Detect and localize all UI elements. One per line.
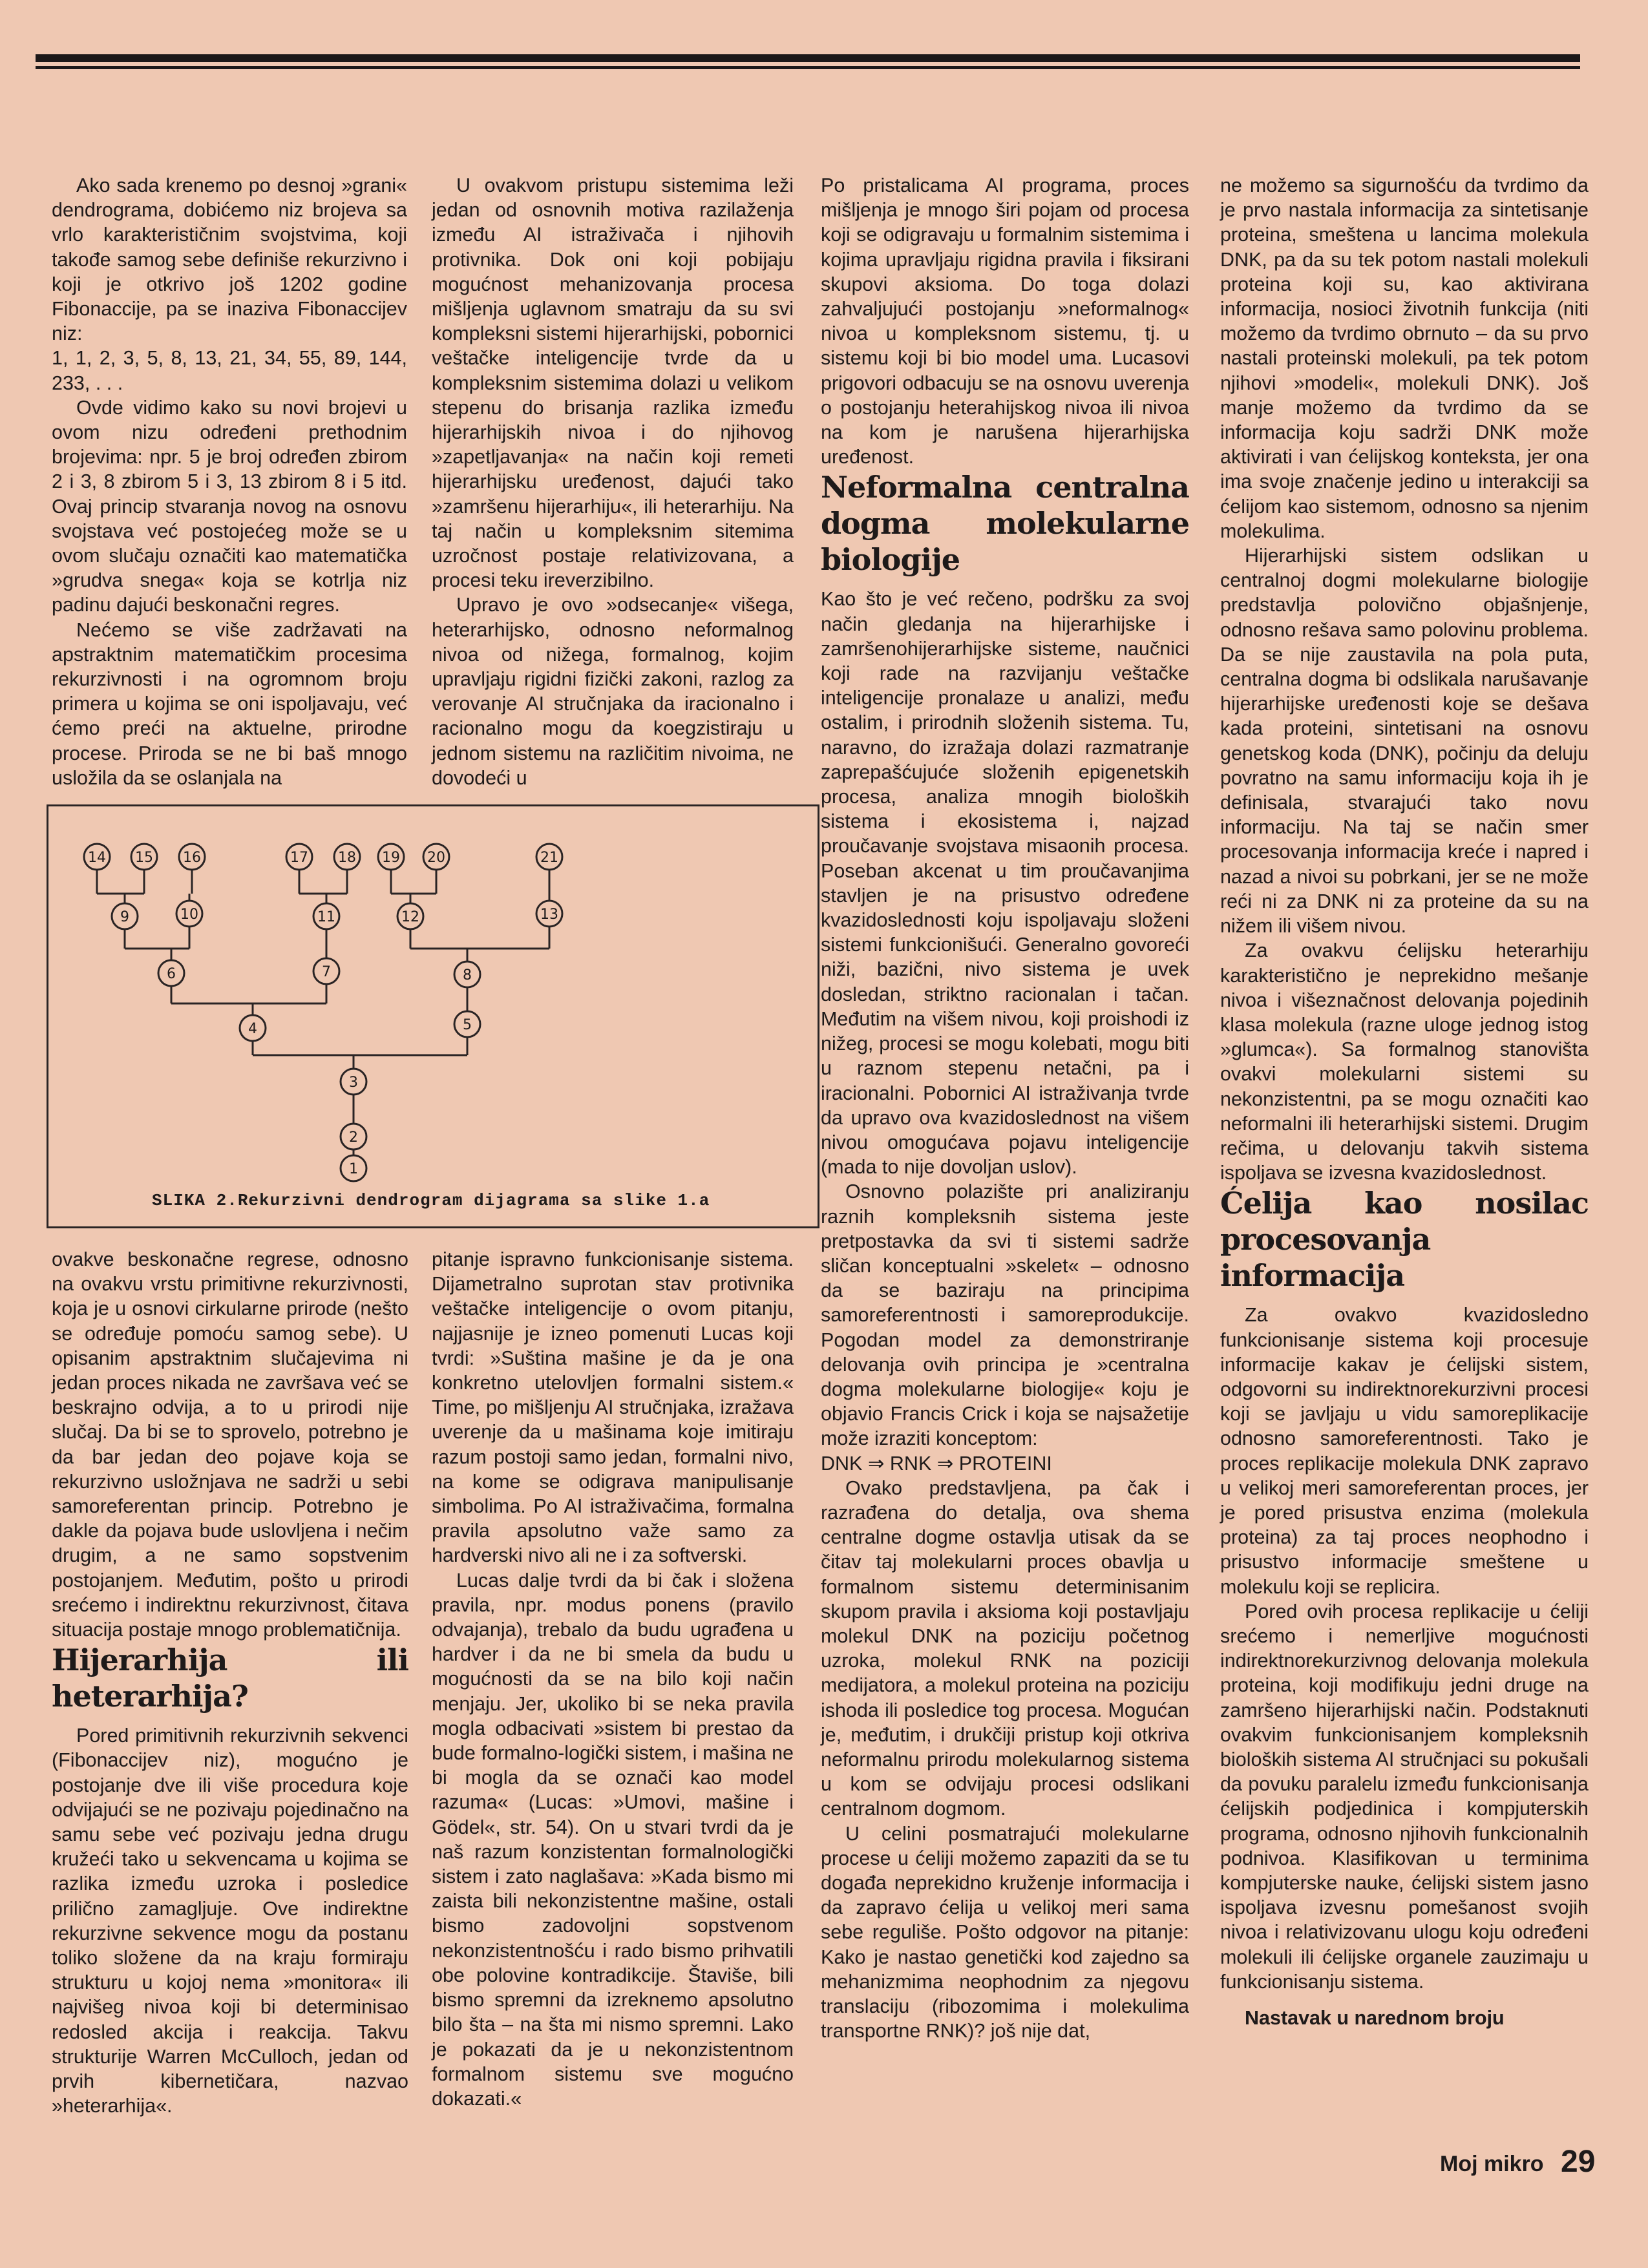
dendrogram-node-label: 21 (540, 850, 558, 866)
paragraph: Osnovno polazište pri analiziranju raznih kompleksnih sistema jeste pretpostavka da svi ti sistemi sadrže sličan konceptualni »skelet« – odnosno da se baziraju na principima samoreferentnosti i samoreprodukcije. Pogodan model za demonstriranje delovanja ovih principa je »centralna dogma molekularne biologije« koju je objavio Francis Crick i koja se najsažetije može izraziti konceptom: (821, 1181, 1189, 1450)
paragraph: U celini posmatrajući molekularne procese u ćeliji možemo zapaziti da se tu događa neprekidno kruženje informacija i da zapravo ćelija u velikoj meri sama sebe reguliše. Pošto odgovor na pitanje: Kako je nastao genetički kod zajedno sa mehanizmima neophodnim za njegovu translaciju (ribozomima i molekulima transportne RNK)? još nije dat, (821, 1822, 1189, 2042)
dendrogram-node-label: 4 (248, 1021, 257, 1037)
dendrogram-figure (47, 804, 819, 1228)
dendrogram-node-label: 6 (167, 966, 176, 982)
paragraph: Ovde vidimo kako su novi brojevi u ovom nizu određeni prethodnim brojevima: npr. 5 je broj određen zbirom 2 i 3, 8 zbirom 5 i 3, 13 zbirom 8 i 5 itd. Ovaj princip stvaranja novog na osnovu svojstava već postojećeg može se u ovom slučaju označiti kao matematička »grudva snega« koja se kotrlja niz padinu dajući beskonačni regres. (52, 396, 407, 616)
header-rule-thin (36, 66, 1580, 69)
dendrogram-node-label: 15 (135, 850, 153, 866)
dendrogram-node-label: 12 (401, 909, 419, 925)
dendrogram-node-label: 9 (120, 909, 129, 925)
dendrogram-node-label: 13 (540, 907, 558, 923)
paragraph: DNK ⇒ RNK ⇒ PROTEINI (821, 1452, 1052, 1475)
dendrogram-node-label: 14 (88, 850, 106, 866)
text-column-2-bottom (432, 1247, 794, 2111)
dendrogram-node-label: 7 (322, 964, 331, 980)
dendrogram-node-label: 18 (338, 850, 356, 866)
paragraph: Ovako predstavljena, pa čak i razrađena do detalja, ova shema centralne dogme ostavlja utisak da se čitav taj molekularni proces obavlja u formalnom sistemu determinisanim skupom pravila i aksioma koji postavljaju molekul DNK na poziciju početnog uzroka, molekul RNK na poziciji medijatora, a molekul proteina na poziciju ishoda ili posledice tog procesa. Mogućan je, međutim, i drukčiji pristup koji otkriva neformalnu prirodu molekularnog sistema u kom se odvijaju procesi odslikani centralnom dogmom. (821, 1476, 1189, 1820)
paragraph: 1, 1, 2, 3, 5, 8, 13, 21, 34, 55, 89, 144, 233, . . . (52, 347, 407, 394)
paragraph: Pored primitivnih rekurzivnih sekvenci (Fibonaccijev niz), mogućno je postojanje dve ili više procedura koje odvijajući se ne pozivaju pojedinačno na samu sebe već pozivaju jedna drugu kružeći tako u sekvencama u kojima se razlika između uzroka i posledice prilično zamagljuje. Ove indirektne rekurzivne sekvence mogu da postanu toliko složene da na kraju formiraju strukturu u kojoj nema »monitora« ili najvišeg nivoa koji bi determinisao redosled akcija i reakcija. Takvu strukturije Warren McCulloch, jedan od prvih kibernetičara, nazvao »heterarhija«. (52, 1725, 408, 2117)
dendrogram-node-label: 20 (427, 850, 445, 866)
paragraph: ovakve beskonačne regrese, odnosno na ovakvu vrstu primitivne rekurzivnosti, koja je u osnovi cirkularne prirode (nešto se određuje pomoću samog sebe). U opisanim apstraktnim slučajevima ni jedan proces nikada ne završava već se beskrajno odvija, a to u prirodi nije slučaj. Da bi se to sprovelo, potrebno je da bar jedan deo pojave koja se rekurzivno usložnjava ne sadrži u sebi samoreferentan princip. Potrebno je dakle da pojava bude uslovljena i nečim drugim, a ne samo sopstvenim postojanjem. Međutim, pošto u prirodi srećemo i indirektnu rekurzivnost, čitava situacija postaje mnogo problematičnija. (52, 1248, 408, 1641)
paragraph: Za ovakvo kvazidosledno funkcionisanje sistema koji procesuje informacije kakav je ćelijski sistem, odgovorni su indirektnorekurzivni procesi koji se javljaju u vidu samoreplikacije odnosno samoreferentnosti. Tako je proces replikacije molekula DNK zapravo u velikoj meri samoreferentan proces, jer je pored prisustva enzima (molekula proteina) za taj proces neophodno i prisustvo informacije smeštene u molekulu koji se replicira. (1220, 1304, 1589, 1598)
dendrogram-diagram (48, 806, 818, 1226)
paragraph: Kao što je već rečeno, podršku za svoj način gledanja na hijerarhijske i zamršenohijerarhijske sisteme, naučnici koji rade na razvijanju veštačke inteligencije pronalaze u analizi, među ostalim, i prirodnih složenih sistema. Tu, naravno, do izražaja dolazi razmatranje zaprepašćujuće složenih epigenetskih procesa, analiza mnogih bioloških sistema i ekosistema i, najzad proučavanje svojstava misaonih procesa. Poseban akcenat u tim proučavanjima stavljen je na prisustvo određene kvazidoslednosti koju ispoljavaju složeni sistemi funkcionišući. Generalno govoreći niži, bazični, nivo sistema je uvek dosledan, striktno racionalan i tačan. Međutim na višem nivou, koji proishodi iz nižeg, procesi se mogu kolebati, mogu biti u raznom stepenu netačni, pa i iracionalni. Pobornici AI istraživanja tvrde da upravo ova kvazidoslednost na višem nivou omogućava pojavu inteligencije (mada to nije dovoljan uslov). (821, 588, 1189, 1179)
dendrogram-node-label: 8 (463, 967, 472, 983)
dendrogram-node-label: 5 (463, 1017, 472, 1033)
text-column-4 (1220, 173, 1589, 2030)
header-rule-thick (36, 54, 1580, 62)
publication-name: Moj mikro (1440, 2152, 1544, 2176)
text-column-1-bottom (52, 1247, 408, 2119)
dendrogram-node-label: 3 (349, 1075, 358, 1091)
paragraph: Ako sada krenemo po desnoj »grani« dendrograma, dobićemo niz brojeva sa vrlo karakterističnim svojstvima, koji takođe samog sebe definiše rekurzivno i koji je otkrivo još 1202 godine Fibonaccije, pa se inaziva Fibonaccijev niz: (52, 174, 407, 345)
section-heading: Ćelija kao nosilac procesovanja informacija (1220, 1186, 1589, 1294)
paragraph: Pored ovih procesa replikacije u ćeliji srećemo i nemerljive mogućnosti indirektnorekurzivnog delovanja molekula proteina, koji modifikuju jedni druge na zamršeno hijerarhijski način. Podstaknuti ovakvim funkcionisanjem kompleksnih bioloških sistema AI stručnjaci su pokušali da povuku paralelu između funkcionisanja ćelijskih podjedinica i kompjuterskih programa, odnosno njihovih funkcionalnih podnivoa. Klasifikovan u terminima kompjuterske nauke, ćelijski sistem jasno ispoljava izvesnu pomešanost svojih nivoa i relativizovanu ulogu koju određeni molekuli ili ćelijske organele zauzimaju u funkcionisanju sistema. (1220, 1600, 1589, 1993)
dendrogram-node-label: 17 (290, 850, 308, 866)
text-column-3 (821, 173, 1189, 2043)
text-column-1-top (52, 173, 407, 790)
paragraph: Nećemo se više zadržavati na apstraktnim matematičkim procesima rekurzivnosti i na ogromnom broju primera u kojima se oni ispoljavaju, već ćemo preći na aktuelne, prirodne procese. Priroda se ne bi baš mnogo usložila da se oslanjala na (52, 618, 407, 789)
dendrogram-node-label: 16 (183, 850, 201, 866)
paragraph: Hijerarhijski sistem odslikan u centralnoj dogmi molekularne biologije predstavlja polovično objašnjenje, odnosno rešava samo polovinu problema. Da se nije zaustavila na pola puta, centralna dogma bi odslikala narušavanje hijerarhijske uređenosti koje se dešava kada proteini, sintetisani na osnovu genetskog koda (DNK), počinju da deluju povratno na samu informaciju koja ih je definisala, stvarajući tako novu informaciju. Na taj se način smer procesovanja informacija kreće i napred i nazad a nivoi su pobrkani, jer se ne može reći ni za DNK ni za proteine da su na nižem ili višem nivou. (1220, 545, 1589, 938)
paragraph: Lucas dalje tvrdi da bi čak i složena pravila, npr. modus ponens (pravilo odvajanja), trebalo da budu ugrađena u hardver i da ne bi smela da budu u mogućnosti da se na bilo koji način menjaju. Jer, ukoliko bi se neka pravila mogla odbacivati »sistem bi prestao da bude formalno-logički sistem, i mašina ne bi mogla da se označi kao model razuma« (Lucas: »Umovi, mašine i Gödel«, str. 54). On u stvari tvrdi da je naš razum konzistentan formalnologički sistem i zato naglašava: »Kada bismo mi zaista bili nekonzistentne mašine, ostali bismo zadovoljni sopstvenom nekonzistentnošću i rado bismo prihvatili obe polovine kontradikcije. Štaviše, bili bismo spremni da izreknemo apsolutno bilo šta – na šta mi nismo spremni. Lako je pokazati da je u nekonzistentnom formalnom sistemu sve mogućno dokazati.« (432, 1569, 794, 2110)
figure-caption: SLIKA 2.Rekurzivni dendrogram dijagrama sa slike 1.a (152, 1191, 710, 1210)
paragraph: Za ovakvu ćelijsku heterarhiju karakteristično je neprekidno mešanje nivoa i višeznačnost delovanja pojedinih klasa molekula (razne uloge jednog istog »glumca«). Sa formalnog stanovišta ovakvi molekularni sistemi su nekonzistentni, pa se mogu označiti kao neformalni ili heterarhijski sistemi. Drugim rečima, u delovanju takvih sistema ispoljava se izvesna kvazidoslednost. (1220, 940, 1589, 1184)
page-number: 29 (1561, 2145, 1596, 2179)
dendrogram-node-label: 11 (317, 909, 335, 925)
dendrogram-node-label: 2 (349, 1129, 358, 1146)
paragraph: Upravo je ovo »odsecanje« višega, heterarhijsko, odnosno neformalnog nivoa od nižega, formalnog, kojim upravljaju rigidni fizički zakoni, razlog za verovanje AI stručnjaka da iracionalno i racionalno mogu da koegzistiraju u jednom sistemu na različitim nivoima, ne dovodeći u (432, 594, 794, 789)
dendrogram-node-label: 19 (382, 850, 400, 866)
section-heading: Hijerarhija ili heterarhija? (52, 1643, 408, 1714)
paragraph: pitanje ispravno funkcionisanje sistema. Dijametralno suprotan stav protivnika veštačke inteligencije o ovom pitanju, najjasnije je izneo pomenuti Lucas koji tvrdi: »Suština mašine je da je ona konkretno utelovljen formalni sistem.« Time, po mišljenju AI stručnjaka, izražava uverenje da u mašinama koje imitiraju razum postoji samo jedan, formalni nivo, na kome se odigrava manipulisanje simbolima. Po AI istraživačima, formalna pravila apsolutno važe samo za hardverski nivo ali ne i za softverski. (432, 1248, 794, 1567)
dendrogram-node-label: 1 (349, 1161, 358, 1177)
paragraph: U ovakvom pristupu sistemima leži jedan od osnovnih motiva razilaženja između AI istraživača i njihovih protivnika. Dok oni koji pobijaju mogućnost mehanizovanja procesa mišljenja uglavnom smatraju da su svi kompleksni sistemi hijerarhijski, pobornici veštačke inteligencije tvrde da u kompleksnim sistemima dolazi u velikom stepenu do brisanja razlika između hijerarhijskih nivoa i do njihovog »zapetljavanja« na način koji remeti hijerarhijsku uređenost, dajući tako »zamršenu hijerarhiju«, ili heterarhiju. Na taj način u kompleksnim sitemima uzročnost postaje relativizovana, a procesi teku ireverzibilno. (432, 174, 794, 592)
paragraph: Po pristalicama AI programa, proces mišljenja je mnogo širi pojam od procesa koji se odigravaju u formalnim sistemima i kojima upravljaju rigidna pravila i fiksirani skupovi aksioma. Do toga dolazi zahvaljujući postojanju »neformalnog« nivoa u kompleksnom sistemu, tj. u sistemu koji bi bio model uma. Lucasovi prigovori odbacuju se na osnovu uverenja o postojanju heterahijskog nivoa ili nivoa na kom je narušena hijerarhijska uređenost. (821, 174, 1189, 468)
text-column-2-top (432, 173, 794, 790)
section-heading: Neformalna centralna dogma molekularne biologije (821, 470, 1189, 578)
continued-note: Nastavak u narednom broju (1245, 2007, 1505, 2030)
dendrogram-node-label: 10 (180, 907, 198, 923)
paragraph: ne možemo sa sigurnošću da tvrdimo da je prvo nastala informacija za sintetisanje proteina, smeštena u lancima molekula DNK, pa da su tek potom nastali molekuli proteina koji su, kao aktivirana informacija, nosioci životnih funkcija (niti možemo da tvrdimo obrnuto – da su prvo nastali proteinski molekuli, pa tek potom njihovi »modeli«, molekuli DNK). Još manje možemo da tvrdimo da se informacija koju sadrži DNK može aktivirati i van ćelijskog konteksta, jer ona ima svoje značenje jedino u interakciji sa ćelijom kao sistemom, odnosno sa njenim molekulima. (1220, 174, 1589, 542)
